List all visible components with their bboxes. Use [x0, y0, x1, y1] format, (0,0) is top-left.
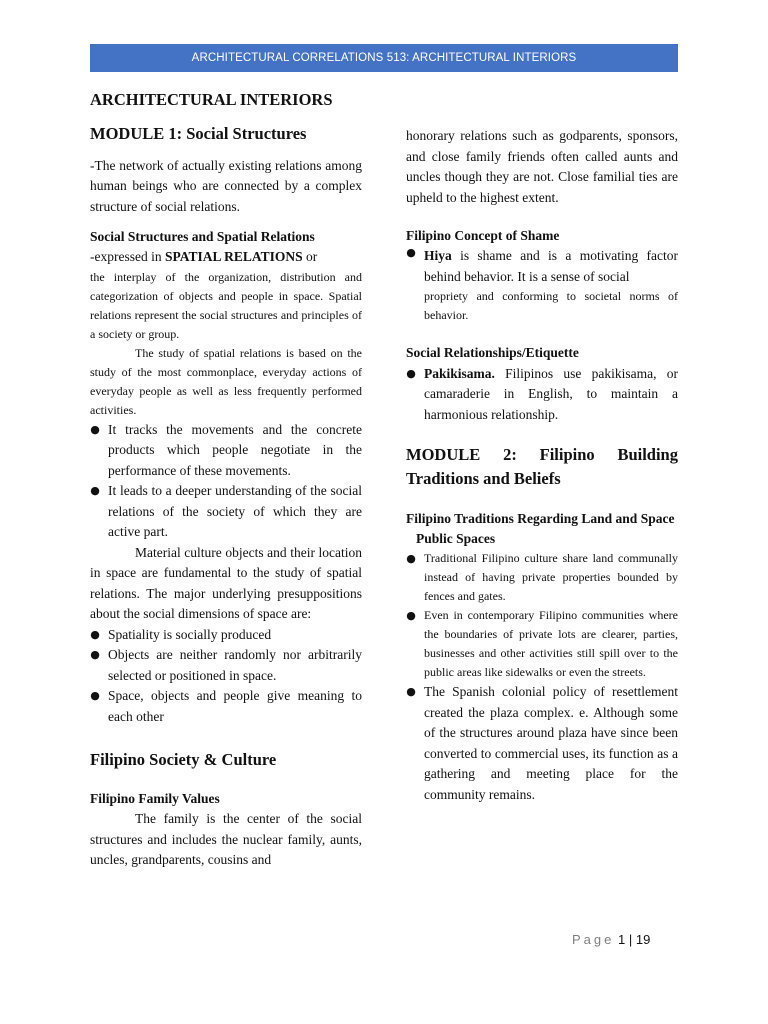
public-spaces-heading: Public Spaces	[416, 531, 496, 547]
module-1-title: MODULE 1: Social Structures	[90, 123, 307, 143]
list-item-text: Objects are neither randomly nor arbitrarily selected or positioned in space.	[108, 647, 362, 683]
bullet-icon: ●	[90, 648, 100, 662]
shame-bullets	[406, 246, 678, 325]
pakikisama-text: Filipinos use pakikisama, or camaraderie in English, to maintain a harmonious relationship.	[424, 365, 678, 422]
family-values-heading: Filipino Family Values	[90, 790, 220, 806]
left-column	[90, 90, 362, 871]
presupposition-bullets	[90, 625, 362, 728]
list-item-text: Even in contemporary Filipino communities where the boundaries of private lots are clearer, parties, businesses and other activities still spill over to the public areas like sidewalks or even the streets.	[424, 608, 678, 680]
list-item	[90, 686, 362, 727]
list-item	[90, 481, 362, 543]
list-item-text: Space, objects and people give meaning to each other	[108, 688, 362, 724]
page-number: 1	[618, 932, 626, 947]
list-item	[406, 549, 678, 606]
list-item-text: It tracks the movements and the concrete products which people negotiate in the performance of these movements.	[108, 421, 362, 478]
shame-heading: Filipino Concept of Shame	[406, 228, 560, 243]
right-column	[406, 126, 678, 805]
bullet-icon: ●	[406, 552, 416, 566]
page-total: 19	[635, 932, 651, 947]
document-title: ARCHITECTURAL INTERIORS	[90, 90, 333, 109]
list-item	[406, 364, 678, 426]
etiquette-heading: Social Relationships/Etiquette	[406, 345, 579, 361]
list-item	[90, 625, 362, 646]
pakikisama-term: Pakikisama.	[424, 365, 495, 381]
intro-paragraph: -The network of actually existing relations among human beings who are connected by a complex structure of social relations.	[90, 157, 362, 214]
spatial-relations-term: SPATIAL RELATIONS	[164, 249, 303, 265]
spatial-relations-paragraph	[90, 247, 362, 268]
list-item	[406, 682, 678, 805]
bullet-icon: ●	[406, 246, 416, 260]
bullet-icon: ●	[90, 484, 100, 498]
spatial-relations-body: the interplay of the organization, distribution and categorization of objects and people in space. Spatial relations represent the social structures and principles of a society or group.	[90, 269, 362, 341]
list-item	[406, 606, 678, 682]
module-2-title: MODULE 2: Filipino Building Traditions and Beliefs	[406, 445, 678, 488]
social-structures-heading: Social Structures and Spatial Relations	[90, 229, 315, 245]
material-culture-paragraph: Material culture objects and their location in space are fundamental to the study of spatial relations. The major underlying presuppositions about the social dimensions of space are:	[90, 544, 362, 622]
hiya-text-continued: propriety and conforming to societal norms of behavior.	[424, 289, 678, 323]
bullet-icon: ●	[90, 422, 100, 436]
hiya-term: Hiya	[424, 248, 452, 264]
filipino-society-heading: Filipino Society & Culture	[90, 750, 277, 770]
spatial-intro-text: -expressed in	[90, 249, 165, 265]
bullet-icon: ●	[90, 627, 100, 641]
bullet-icon: ●	[406, 366, 416, 380]
land-space-heading: Filipino Traditions Regarding Land and Space	[406, 510, 675, 526]
public-spaces-bullets	[406, 549, 678, 805]
study-paragraph: The study of spatial relations is based on the study of the most commonplace, everyday actions of everyday people as well as less frequently performed activities.	[90, 345, 362, 417]
list-item-text: It leads to a deeper understanding of the social relations of the society of which they are active part.	[108, 483, 362, 540]
bullet-icon: ●	[90, 689, 100, 703]
hiya-text: is shame and is a motivating factor behind behavior. It is a sense of social	[424, 248, 678, 284]
running-header: ARCHITECTURAL CORRELATIONS 513: ARCHITECTURAL INTERIORS	[90, 44, 678, 72]
list-item	[90, 645, 362, 686]
page-separator: |	[628, 932, 633, 947]
list-item-text: The Spanish colonial policy of resettlement created the plaza complex. e. Although some of the structures around plaza have since been converted to commercial uses, its function as a gathering and meeting place for the community remains.	[424, 684, 678, 802]
spatial-or-text: or	[302, 249, 318, 265]
list-item-text: Spatiality is socially produced	[108, 626, 272, 642]
list-item-text: Traditional Filipino culture share land communally instead of having private properties bounded by fences and gates.	[424, 551, 678, 604]
list-item	[90, 420, 362, 482]
page-footer	[572, 932, 650, 947]
continued-paragraph: honorary relations such as godparents, sponsors, and close family friends often called aunts and uncles though they are not. Close familial ties are upheld to the highest extent.	[406, 128, 678, 205]
family-values-paragraph: The family is the center of the social structures and includes the nuclear family, aunts, uncles, grandparents, cousins and	[90, 811, 362, 868]
spatial-bullets	[90, 420, 362, 543]
bullet-icon: ●	[406, 609, 416, 623]
list-item	[406, 246, 678, 325]
bullet-icon: ●	[406, 685, 416, 699]
page-label: Page	[572, 932, 615, 947]
etiquette-bullets	[406, 364, 678, 426]
